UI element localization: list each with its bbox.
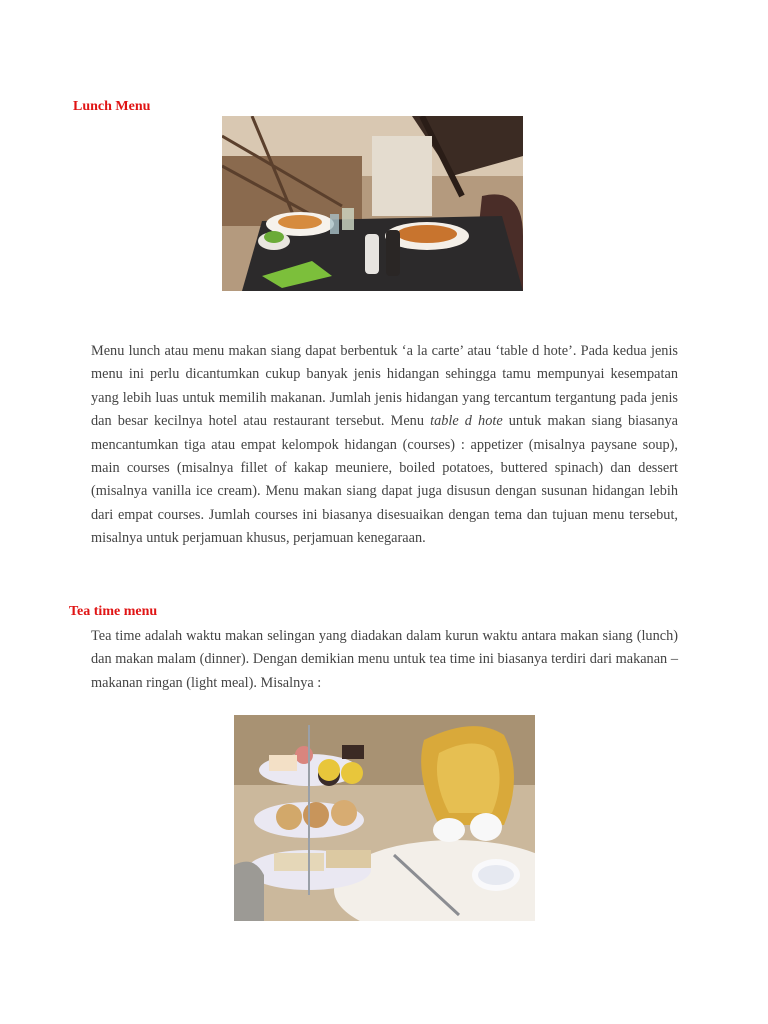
- lunch-photo: [222, 116, 523, 291]
- lunch-para-text-1: Menu lunch atau menu makan siang dapat berbentuk ‘a la carte’ atau ‘table d hote’. Pada kedua jenis menu ini perlu dicantumkan cukup banyak jenis hidangan sehingga tamu mempunyai kesempatan yang lebih luas untuk memilih makanan. Jumlah jenis hidangan yang tercantum tergantung pada jenis dan besar kecilnya hotel atau restaurant tersebut. Menu: [91, 343, 678, 430]
- tea-time-photo: [234, 715, 535, 921]
- lunch-menu-paragraph: [91, 340, 678, 551]
- tea-time-photo-illustration: [234, 715, 535, 921]
- lunch-para-italic: table d hote: [430, 413, 503, 430]
- lunch-photo-illustration: [222, 116, 523, 291]
- lunch-para-text-2: untuk makan siang biasanya mencantumkan tiga atau empat kelompok hidangan (courses) : appetizer (misalnya paysane soup), main courses (misalnya fillet of kakap meuniere, boiled potatoes, buttered spinach) dan dessert (misalnya vanilla ice cream). Menu makan siang dapat juga disusun dengan susunan hidangan lebih dari empat courses. Jumlah courses ini biasanya disesuaikan dengan tema dan tujuan menu tersebut, misalnya untuk perjamuan khusus, perjamuan kenegaraan.: [91, 413, 678, 547]
- tea-time-heading: Tea time menu: [69, 604, 158, 619]
- tea-time-paragraph: Tea time adalah waktu makan selingan yang diadakan dalam kurun waktu antara makan siang (lunch) dan makan malam (dinner). Dengan demikian menu untuk tea time ini biasanya terdiri dari makanan – makanan ringan (light meal). Misalnya :: [91, 628, 678, 691]
- lunch-menu-heading: Lunch Menu: [73, 99, 151, 114]
